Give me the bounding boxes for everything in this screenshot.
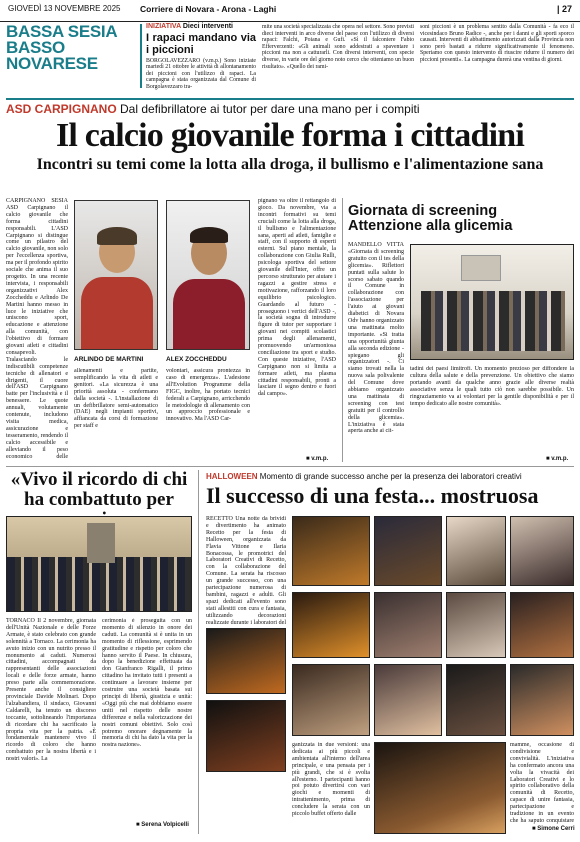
main-subtitle: Incontri su temi come la lotta alla droga, il bullismo e l'alimentazione sana xyxy=(36,156,544,173)
section-line-1: BASSA SESIA xyxy=(6,22,118,41)
glicemia-signature: ■ v.m.p. xyxy=(546,456,569,462)
photo-halloween-7 xyxy=(374,592,442,658)
tornaco-signature: ■ Serena Volpicelli xyxy=(136,822,189,828)
halloween-photo-caption-space xyxy=(206,778,286,834)
main-headline: Il calcio giovanile forma i cittadini xyxy=(55,117,525,154)
halloween-col-1: RECETTO Una notte da brividi e divertimento ha animato Recetto per la festa di Halloween, organizzata da Flavia Vittone e Ilaria Bonacossa, le promotrici del Laboratori Creativi di Recetto, con la collaborazione del Comune. La serata ha riscosso un grande successo, con una partecipazione numerosa di bambini, ragazzi e adulti. Gli spazi dedicati all'evento sono stati allestiti con cura e fantasia, utilizzando decorazioni realizzate durante i laboratori del xyxy=(206,516,286,624)
header-page-number: | 27 xyxy=(556,4,572,14)
horizontal-divider xyxy=(6,466,574,467)
column-divider-2 xyxy=(198,470,199,834)
portrait-hair-2 xyxy=(190,227,228,243)
main-article-col-2: allenamenti e partite, semplificando la vita di atleti e genitori. «La sicurezza è una priorità assoluta - confermano dalla società -. L'installazione di un defibrillatore semi-automatico (DAE) negli impianti sportivi, affiancata da corsi di formazione per staff e xyxy=(74,368,158,430)
halloween-kicker-prefix: HALLOWEEN xyxy=(206,472,258,481)
photo-screening-group xyxy=(410,244,574,360)
section-name xyxy=(6,24,136,88)
halloween-col-2: ganizzata in due versioni: una dedicata ai più piccoli e ambientata all'interno dell'area principale, e una pensata per i più grandi, che si è svolta all'esterno. I partecipanti hanno poi potuto divertirsi con vari giochi e momenti di intrattenimento, prima di concludere la serata con un piccolo buffet offerto dalle xyxy=(292,742,370,818)
tornaco-col-1: TORNACO Il 2 novembre, giornata dell'Unità Nazionale e delle Forze Armate, è stato celebrato con grande solennità a Tornaco. La cerimonia ha avuto inizio con un nutrito presso il monumento ai caduti. Numerosi cittadini, accompagnati da rappresentanti delle associazioni locali e delle forze armate, hanno preso parte alla commemorazione. Presente anche il consigliere provinciale Davide Molinari. Dopo l'alzabandiera, il sindaco, Giovanni Caldarelli, ha tenuto un discorso toccante, sottolineando l'importanza di ricordare chi ha sacrificato la propria vita per la patria. «È fondamentale mantenere vivo il ricordo di coloro che hanno combattuto per la nostra libertà e i nostri valori». La xyxy=(6,618,96,763)
photo-arlindo-de-martini xyxy=(74,200,158,350)
halloween-kicker xyxy=(206,472,576,481)
photo-halloween-4 xyxy=(510,516,574,586)
tornaco-col-2: cerimonia è proseguita con un momento di silenzio in onore dei caduti. La comunità si è unita in un momento di riflessione, esprimendo gratitudine e rispetto per coloro che hanno servito il Paese. In chiusura, dopo la benedizione effettuata da don Gianfranco Rigalli, il primo cittadino ha invitato tutti i presenti a continuare a lavorare insieme per costruire una società basata sui principi di libertà, giustizia e unità: «Oggi più che mai dobbiamo essere uniti nel rispetto delle nostre differenze e nella valorizzazione dei nostri comuni obiettivi. Solo così potremo onorare degnamente la memoria di chi ha dato la vita per la nostra nazione». xyxy=(102,618,192,749)
photo-halloween-8 xyxy=(446,592,506,658)
caption-arlindo: ARLINDO DE MARTINI xyxy=(74,356,144,363)
top-article-col-2: mite una società specializzata che opera nel settore. Sono previsti dieci interventi in arco diverse del paese con l'utilizzo di diversi rapaci: Falchi, Poiana e Gufi. «Sì il falconiere Fabio Efferverzenti: «Gli animali sono addestrati a spaventare i piccioni ma non a catturarli. Con diversi interventi, con specie diverse, in varie ore del giorno noto cerco che otteniamo un buon risultato». «Quello dei rami- xyxy=(262,24,414,70)
photo-tornaco-ceremony xyxy=(6,516,192,612)
photo-halloween-6 xyxy=(292,592,370,658)
top-article-col-3: soni piccioni è un problema sentito dalla Comunità - fa eco il vicesindaco Bruno Radice -, anche per i danni e gli sporti sporco causati. Interventi di abbattimento autorizzati dalla Provincia non sono però bastati a ridurre significativamente il fenomeno. Speriamo con questo intervento di riuscire ridurre il numero dei piccioni presenti». La campagna durerà una ventina di giorni. xyxy=(420,24,574,63)
portrait-hair-1 xyxy=(97,227,137,245)
photo-halloween-13 xyxy=(446,664,506,736)
photo-alex-zoccheddu xyxy=(166,200,250,350)
photo-halloween-3 xyxy=(446,516,506,586)
header-date: GIOVEDÌ 13 NOVEMBRE 2025 xyxy=(8,4,121,13)
section-line-2: BASSO xyxy=(6,38,65,57)
section-accent-bar xyxy=(140,24,142,88)
section-line-3: NOVARESE xyxy=(6,54,98,73)
main-article-col-1: CARPIGNANO SESIA ASD Carpignano il calcio giovanile che forma cittadini responsabili. L'ASD Carpignano si distingue come un pilastro del calcio giovanile, non solo per l'eccellenza sportiva, ma per il profondo spirito sociale che anima il suo progetto. In una recente intervista, i responsabili organizzativi Alex Zoccheddu e Arlindo De Martini hanno messo in luce le iniziative che uniscono sport, educazione e attenzione alla comunità, con l'obiettivo di formare giovani atleti e cittadini consapevoli. Tralasciando le indiscutibili competenze tecniche di allenatori e dirigenti, il cuore dell'ASD Carpignano batte per l'inclusività e il benessere. Le quote annuali, volutamente contenute, includono visita medica, assicurazione e tesseramento, rendendo il calcio accessibile e alleviando il peso economico delle xyxy=(6,198,68,458)
portrait-shirt-1 xyxy=(81,277,153,350)
ceremony-people-row xyxy=(7,557,192,612)
main-kicker-prefix: ASD CARPIGNANO xyxy=(6,102,117,116)
photo-halloween-11 xyxy=(292,664,370,736)
header-paper-name: Corriere di Novara - Arona - Laghi xyxy=(140,4,277,14)
halloween-signature: ■ Simone Cerri xyxy=(532,826,575,832)
portrait-shirt-2 xyxy=(173,279,245,350)
main-signature: ■ v.m.p. xyxy=(306,456,329,462)
glicemia-col-1: MANDELLO VITTA «Giornata di screening gratuito con il tes della glicemia». Riflettori puntati sulla salute lo scorso sabato quando il Comune in collaborazione con l'associazione per l'aiuto ai giovani diabetici di Novara Odv hanno organizzato una mattinata molto importante. «Si tratta una opportunità giunta alla seconda edizione - spiegano gli organizzatori -. Ci siamo trovati nella la nuova sala polivalente del Comune dove abbiamo organizzato una mattinata di screening con test gratuiti per il controllo della glicemia». L'iniziativa è stata aperta anche ai cit- xyxy=(348,242,404,435)
top-article-text-1: BORGOLAVEZZARO (v.m.p.) Sono iniziate martedì 21 ottobre le attività di allontanamento dei piccioni con l'utilizzo di rapaci. La campagna è stata organizzata dal Comune di Borgolavezzaro tra- xyxy=(146,57,256,90)
halloween-kicker-rest: Momento di grande successo anche per la presenza dei laboratori creativi xyxy=(257,472,522,481)
screening-wall-sign xyxy=(461,255,501,281)
photo-halloween-10 xyxy=(206,700,286,772)
caption-alex: ALEX ZOCCHEDDU xyxy=(166,356,227,363)
main-article-col-3: volontari, assicura prontezza in caso di emergenza». L'adesione all'Evolution Programme della FIGC, inoltre, ha portato tecnici federali a Carpignano, arricchendo le metodologie di allenamento con un approccio professionale e innovativo. Ma l'ASD Car- xyxy=(166,368,250,423)
photo-halloween-1 xyxy=(292,516,370,586)
page-header xyxy=(0,0,580,22)
tornaco-title: «Vivo il ricordo di chi ha combattuto per xyxy=(10,469,188,510)
glicemia-col-2: tadini dei paesi limitrofi. Un momento prezioso per diffondere la cultura della salute e della prevenzione. Un obiettivo che siamo portando avanti da qualche anno grazie alle diverse realtà associative senza le quali tutto ciò non sarebbe possibile. Un ringraziamento va ai volontari per la gentile disponibilità e per il tempo dedicato alle nostre comunità». xyxy=(410,366,574,407)
top-article-col-1 xyxy=(146,24,256,94)
top-article-tag-prefix: INIZIATIVA xyxy=(146,23,181,30)
ceremony-monument xyxy=(87,523,115,563)
photo-halloween-main xyxy=(374,742,506,834)
halloween-col-3: mamme, occasione di condivisione e convivialità. L'iniziativa ha confermato ancora una volta la vivacità dei Laboratori Creativi e lo spirito collaborativo della comunità di Recetto, capace di unire fantasia, partecipazione e tradizione in un evento che ha saputo conquistare xyxy=(510,742,574,824)
top-article-tag-rest: Dieci interventi xyxy=(180,23,234,30)
column-divider xyxy=(342,198,343,462)
photo-halloween-14 xyxy=(510,664,574,736)
photo-halloween-2 xyxy=(374,516,442,586)
top-article-title: I rapaci mandano via i piccioni xyxy=(146,31,256,56)
main-kicker xyxy=(6,98,574,114)
photo-halloween-9 xyxy=(510,592,574,658)
halloween-title: Il successo di una festa... mostruosa xyxy=(206,483,539,508)
glicemia-title: Giornata di screening Attenzione alla glicemia xyxy=(348,203,513,234)
photo-halloween-5 xyxy=(206,628,286,694)
main-article-col-4: pignano va oltre il rettangolo di gioco. Da novembre, via a incontri formativi su temi cruciali come la lotta alla droga, il bullismo e l'alimentazione sana, aperti ad atleti, famiglie e staff, con il supporto di esperti esterni. Sul piano mentale, la collaborazione con Giulia Rulli, psicologa sportiva del settore giovanile dell'Inter, offre un percorso strutturato per aiutare i ragazzi a gestire stress e motivazione, rafforzando il loro equilibrio psicologico. Guardando al futuro - proseguono i vertici dell'ASD -, la società sogna di introdurre figure di tutor per supportare i giovani nei compiti scolastici prima degli allenamenti, promuovendo un'armoniosa conciliazione tra sport e studio. Con queste iniziative, l'ASD Carpignano non si limita a formare atleti, ma plasma cittadini responsabili, pronti a lasciare il segno dentro e fuori dal campo». xyxy=(258,198,336,398)
main-kicker-rest: Dal defibrillatore ai tutor per dare una mano per i compiti xyxy=(116,102,420,116)
top-article-tag xyxy=(146,24,256,31)
screening-people-row xyxy=(421,291,565,351)
photo-halloween-12 xyxy=(374,664,442,736)
